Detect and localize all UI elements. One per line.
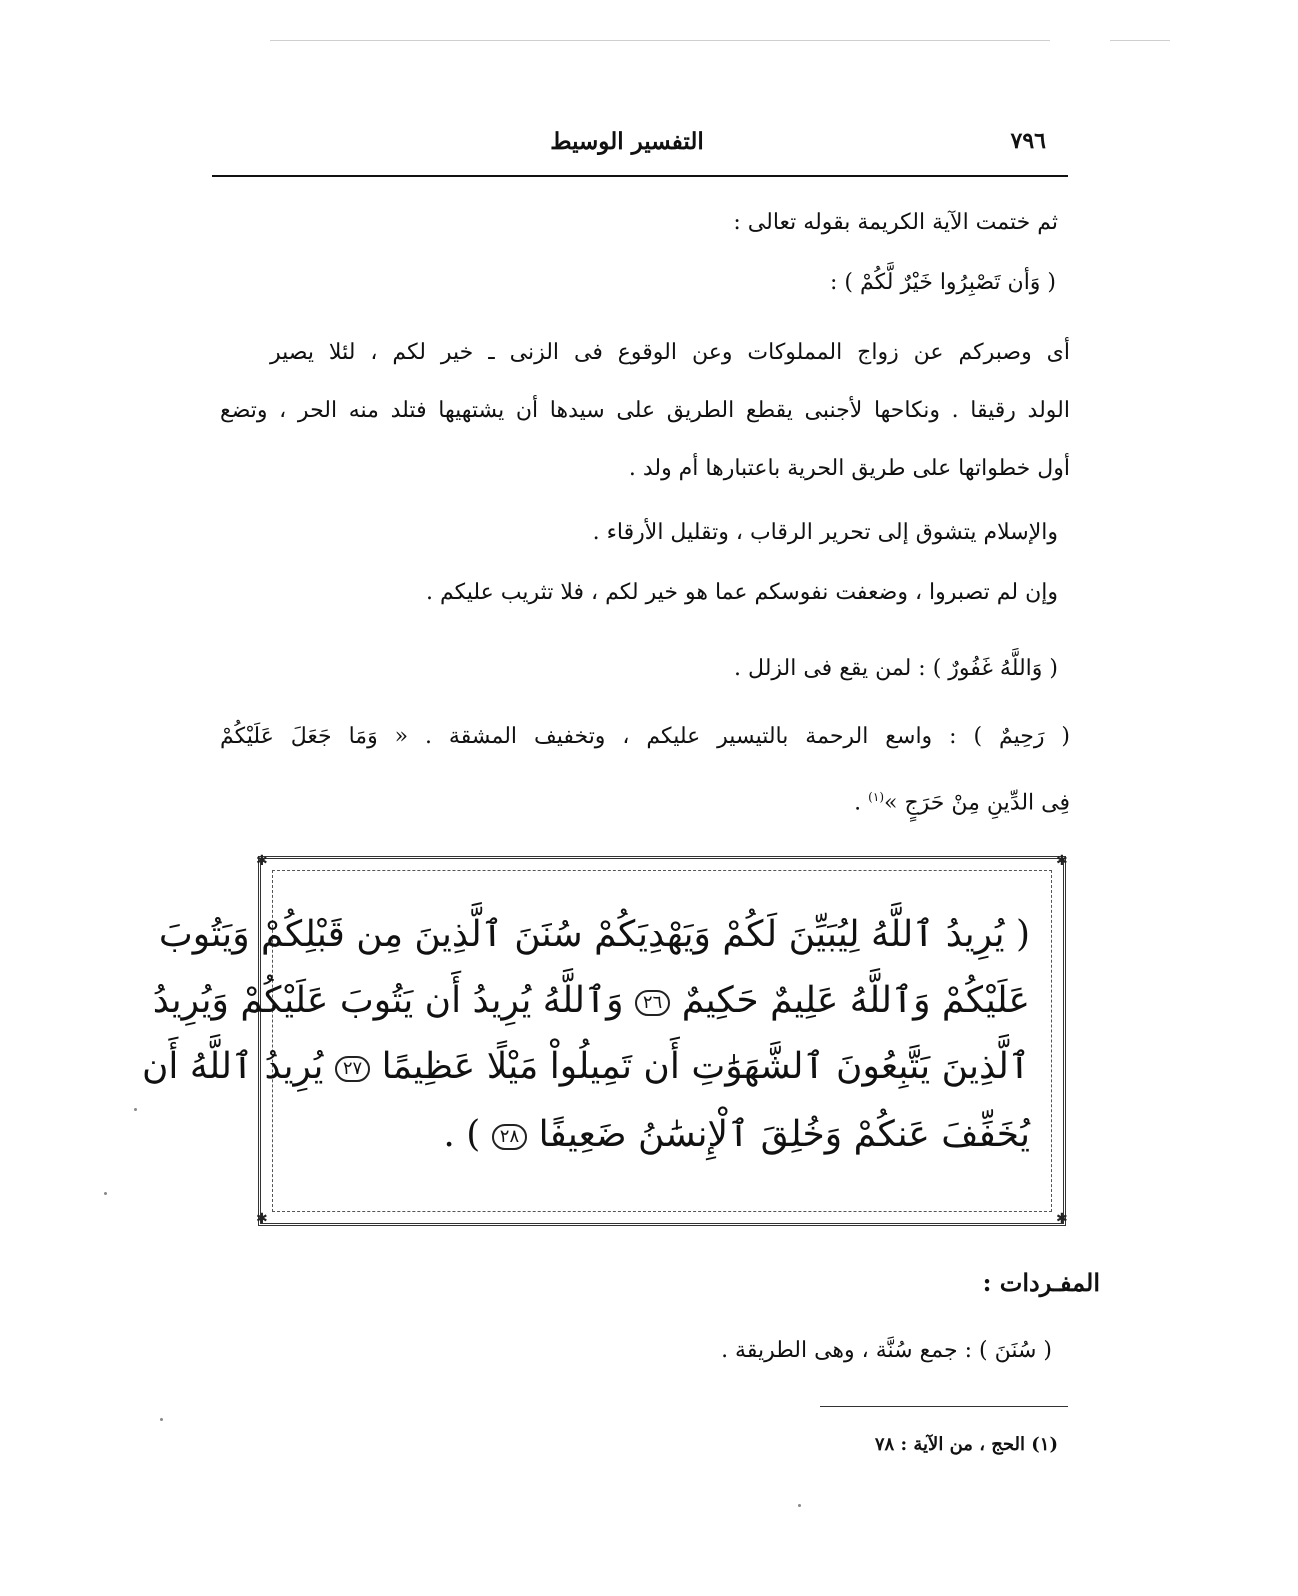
running-title: التفسير الوسيط: [550, 128, 704, 155]
verse-text: يُرِيدُ ٱللَّهُ أَن: [141, 1046, 324, 1087]
verse-text: عَلَيْكُمْ وَٱللَّهُ عَلِيمٌ حَكِيمٌ: [681, 980, 1030, 1021]
scan-top-rule-short: [1110, 40, 1170, 41]
sentence-end: .: [854, 790, 869, 816]
paragraph-line: أى وصبركم عن زواج المملوكات وعن الوقوع فى الزنى ـ خير لكم ، لئلا يصير: [270, 340, 1070, 365]
scan-speck: [798, 1504, 801, 1507]
header-rule: [212, 175, 1068, 177]
paragraph-line: ( رَحِيمٌ ) : واسع الرحمة بالتيسير عليكم ، وتخفيف المشقة . « وَمَا جَعَلَ عَلَيْكُمْ: [220, 724, 1070, 749]
star-ornament: ✱: [256, 853, 268, 869]
verse-quote: فِى الدِّينِ مِنْ حَرَجٍ »: [884, 790, 1070, 816]
vocabulary-item: ( سُنَنَ ) : جمع سُنَّة ، وهى الطريقة .: [721, 1338, 1052, 1363]
star-ornament: ✱: [1056, 853, 1068, 869]
verse-text: يُخَفِّفَ عَنكُمْ وَخُلِقَ ٱلْإِنسَٰنُ ضَعِيفًا: [538, 1114, 1030, 1155]
verse-text: وَٱللَّهُ يُرِيدُ أَن يَتُوبَ عَلَيْكُمْ وَيُرِيدُ: [152, 980, 624, 1021]
footnote-ref: (١): [868, 790, 884, 804]
page-header: [212, 128, 1068, 162]
star-ornament: ✱: [1056, 1211, 1068, 1227]
ayah-number-marker: ٢٨: [492, 1124, 527, 1150]
scan-speck: [104, 1192, 107, 1195]
verse-text: ٱلَّذِينَ يَتَّبِعُونَ ٱلشَّهَوَٰتِ أَن تَمِيلُواْ مَيْلًا عَظِيمًا: [381, 1046, 1030, 1087]
quote-line: ( وَأن تَصْبِرُوا خَيْرٌ لَّكُمْ ) :: [829, 270, 1056, 295]
scan-speck: [134, 1108, 137, 1111]
footnote: (١) الحج ، من الآية : ٧٨: [874, 1434, 1058, 1455]
paragraph-line: [854, 780, 1070, 814]
paragraph-intro: ثم ختمت الآية الكريمة بقوله تعالى :: [733, 210, 1058, 235]
footnote-rule: [820, 1406, 1068, 1407]
ayah-number-marker: ٢٦: [635, 990, 670, 1016]
paragraph-line: وإن لم تصبروا ، وضعفت نفوسكم عما هو خير لكم ، فلا تثريب عليكم .: [425, 580, 1058, 605]
paragraph-line: والإسلام يتشوق إلى تحرير الرقاب ، وتقليل الأرقاء .: [592, 520, 1058, 545]
scan-top-rule: [270, 40, 1050, 41]
verse-text: ) .: [443, 1114, 481, 1155]
scan-speck: [160, 1418, 163, 1421]
quran-verse-line: ( يُرِيدُ ٱللَّهُ لِيُبَيِّنَ لَكُمْ وَيَهْدِيَكُمْ سُنَنَ ٱلَّذِينَ مِن قَبْلِكُمْ وَيَتُوبَ: [158, 914, 1030, 955]
vocabulary-heading: المفـردات :: [982, 1268, 1100, 1297]
paragraph-line: الولد رقيقا . ونكاحها لأجنبى يقطع الطريق على سيدها أن يشتهيها فتلد منه الحر ، وتضع: [220, 398, 1070, 423]
ayah-number-marker: ٢٧: [335, 1056, 370, 1082]
paragraph-line: ( وَاللَّهُ غَفُورٌ ) : لمن يقع فى الزلل .: [734, 656, 1058, 681]
quran-verse-line: [443, 1110, 1030, 1162]
star-ornament: ✱: [256, 1211, 268, 1227]
quran-verse-line: [152, 976, 1030, 1028]
page-number: ٧٩٦: [1010, 128, 1046, 154]
paragraph-line: أول خطواتها على طريق الحرية باعتبارها أم ولد .: [628, 456, 1070, 481]
quran-verse-line: [141, 1042, 1030, 1094]
